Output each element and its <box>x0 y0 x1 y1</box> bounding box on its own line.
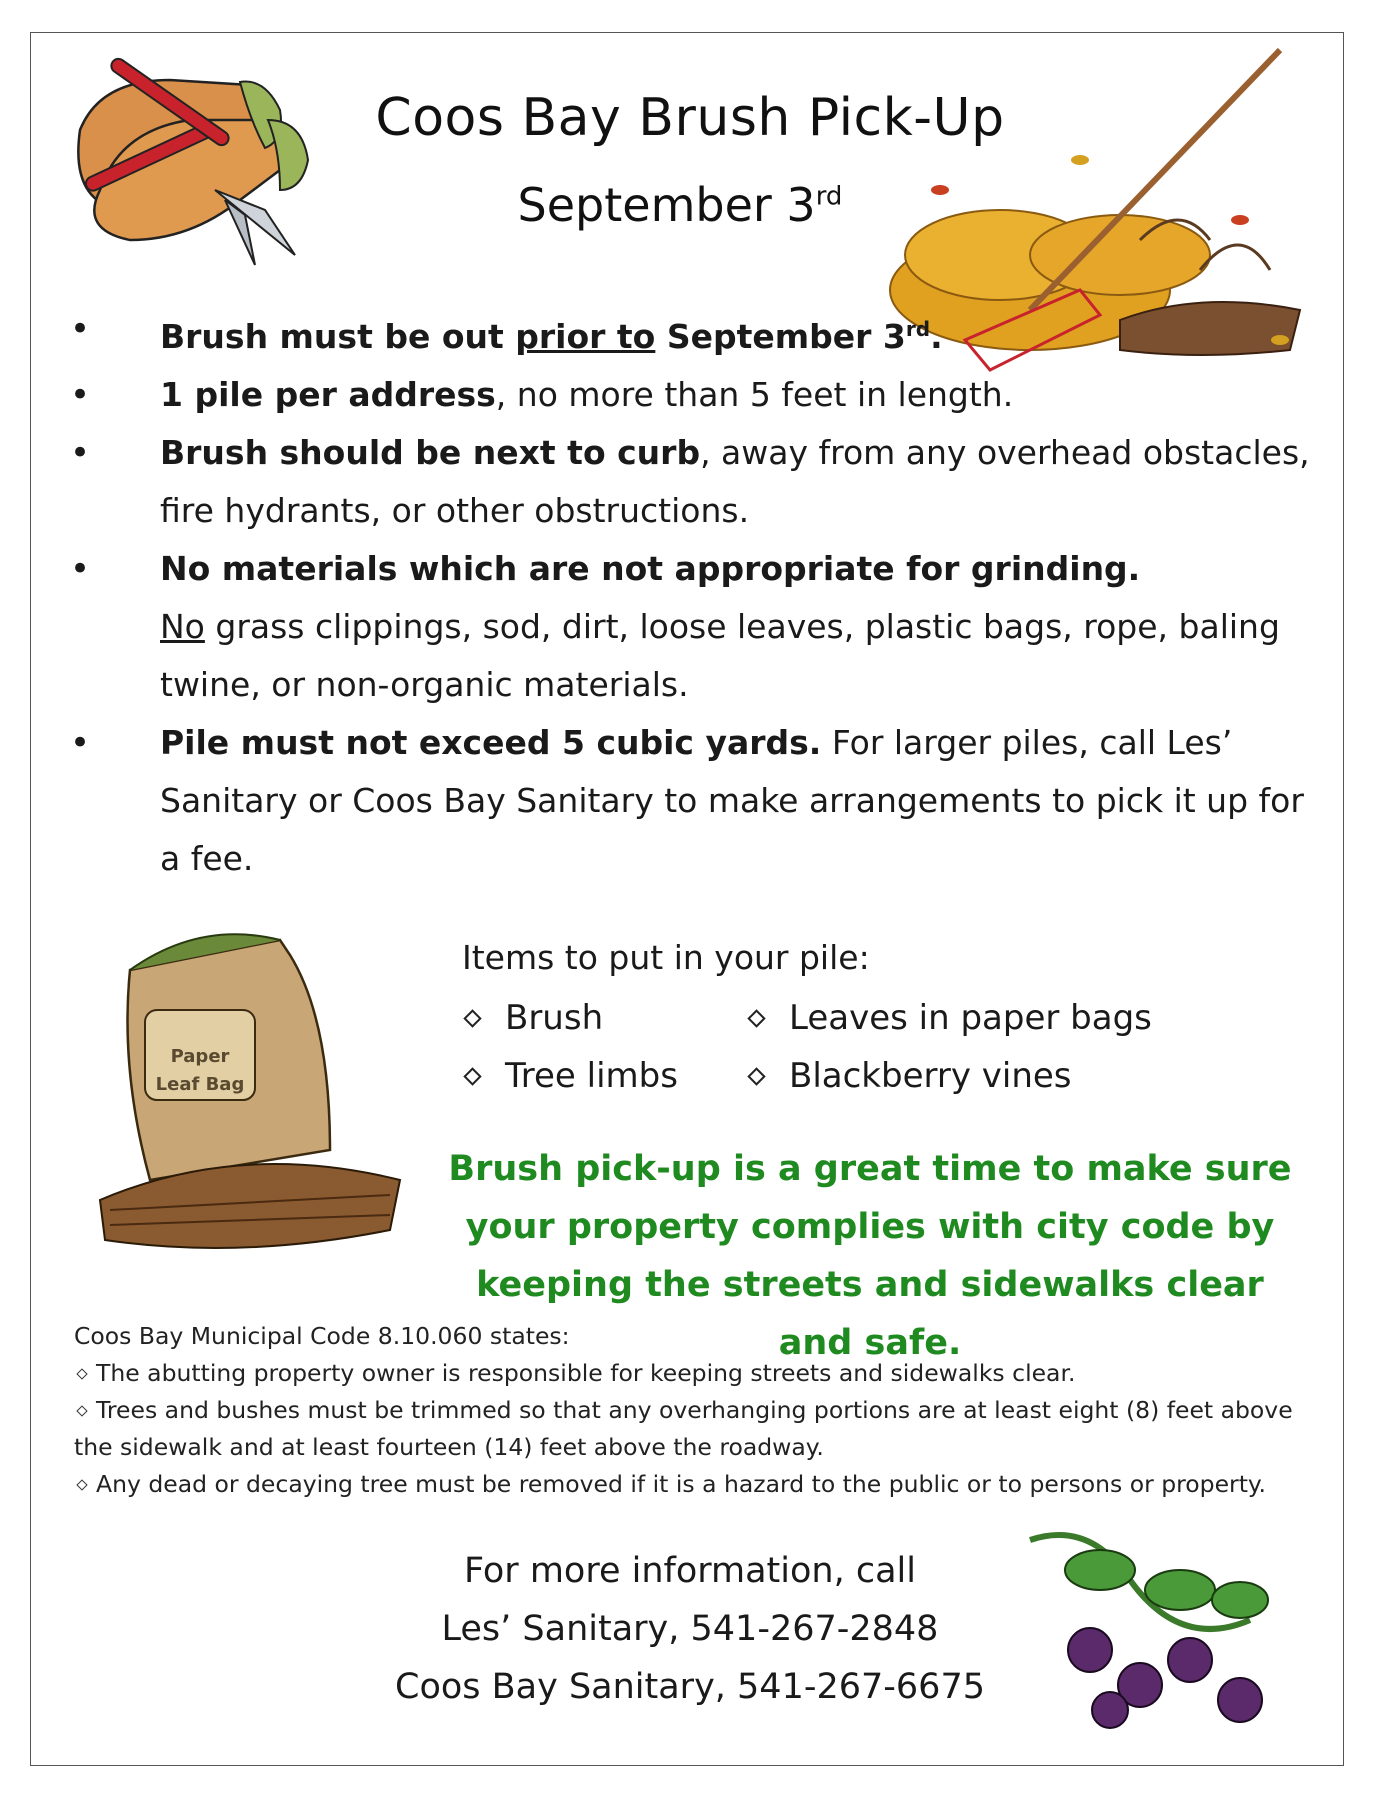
rule-item: • Brush should be next to curb, away from any overhead obstacles, fire hydrants, or other obstructions. <box>70 424 1320 540</box>
bag-label-line2: Leaf Bag <box>155 1074 245 1095</box>
rule-item: • Brush must be out prior to September 3rd. <box>70 300 1320 366</box>
diamond-bullet-icon <box>747 1009 765 1027</box>
rule-item: • No materials which are not appropriate for grinding. No grass clippings, sod, dirt, loose leaves, plastic bags, rope, baling twine, or non-organic materials. <box>70 540 1320 714</box>
contact-line: For more information, call <box>464 1551 916 1591</box>
diamond-bullet-icon <box>463 1067 481 1085</box>
bag-label-line1: Paper <box>170 1046 230 1067</box>
item-tree-limbs: Tree limbs <box>466 1056 678 1096</box>
item-brush: Brush <box>466 998 603 1038</box>
bullet: • <box>70 723 91 763</box>
paper-leaf-bag-illustration <box>90 900 420 1290</box>
contact-line: Les’ Sanitary, 541-267-2848 <box>441 1609 939 1649</box>
blackberry-illustration <box>1010 1510 1280 1750</box>
bullet: • <box>70 433 91 473</box>
rule-item: • 1 pile per address, no more than 5 feet in length. <box>70 366 1320 424</box>
page-subtitle: September 3rd <box>517 178 843 232</box>
code-point: The abutting property owner is responsible for keeping streets and sidewalks clear. <box>74 1355 1334 1392</box>
bullet: • <box>70 549 91 589</box>
item-blackberry: Blackberry vines <box>750 1056 1072 1096</box>
item-leaves: Leaves in paper bags <box>750 998 1152 1038</box>
bullet: • <box>70 309 91 349</box>
gloves-pruners-illustration <box>40 40 310 270</box>
code-point: Trees and bushes must be trimmed so that any overhanging portions are at least eight (8) feet above the sidewalk and at least fourteen (14) feet above the roadway. <box>74 1396 1293 1461</box>
items-heading: Items to put in your pile: <box>462 938 870 977</box>
code-point: Any dead or decaying tree must be removed if it is a hazard to the public or to persons or property. <box>74 1466 1334 1503</box>
code-heading: Coos Bay Municipal Code 8.10.060 states: <box>74 1322 570 1350</box>
diamond-bullet-icon <box>463 1009 481 1027</box>
contact-line: Coos Bay Sanitary, 541-267-6675 <box>395 1667 985 1707</box>
page-title: Coos Bay Brush Pick-Up <box>375 88 1005 148</box>
rule-item: • Pile must not exceed 5 cubic yards. For larger piles, call Les’ Sanitary or Coos Bay Sanitary to make arrangements to pick it up for a fee. <box>70 714 1320 888</box>
rules-list <box>70 300 1320 888</box>
contact-info <box>360 1542 1020 1716</box>
diamond-bullet-icon <box>747 1067 765 1085</box>
bullet: • <box>70 375 91 415</box>
city-code-callout: Brush pick-up is a great time to make sure your property complies with city code by keeping the streets and sidewalks clear and safe. <box>448 1149 1292 1363</box>
municipal-code-section <box>74 1318 1334 1503</box>
